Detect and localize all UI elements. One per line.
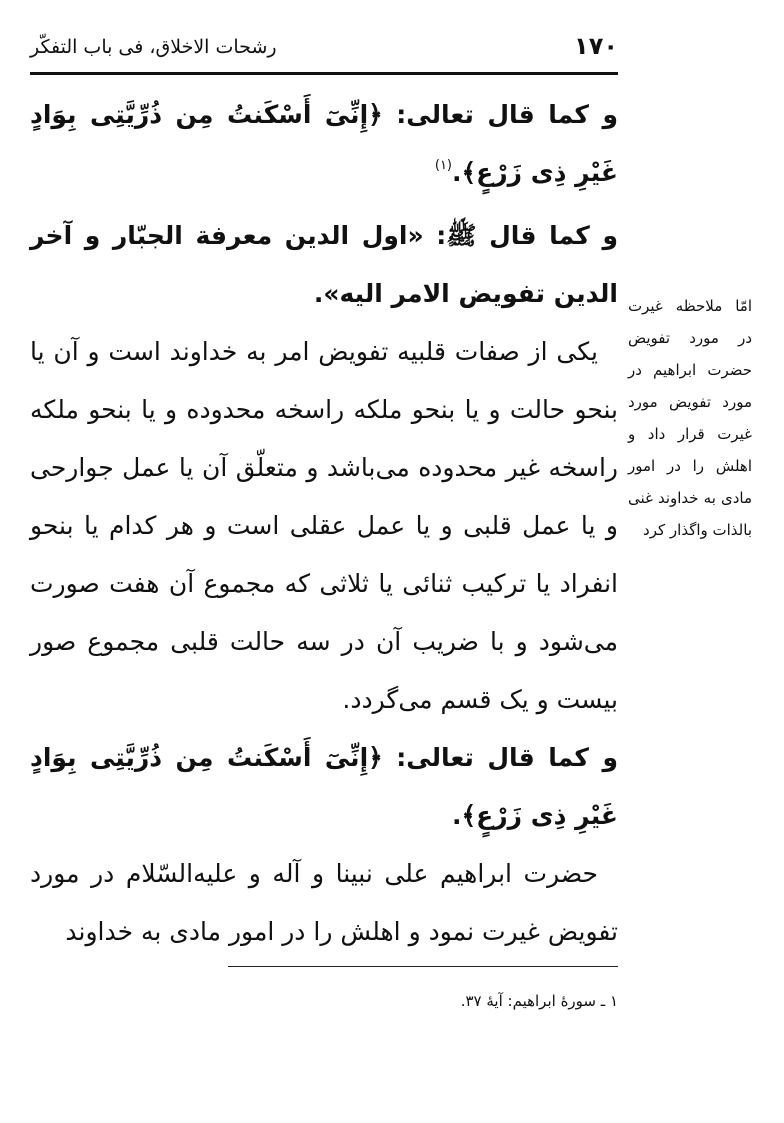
verse-text-2: و کما قال تعالی: ﴿إِنِّیٓ أَسْکَنتُ مِن ذُرِّیَّتِی بِوَادٍ غَیْرِ ذِی زَرْعٍ﴾. [30, 743, 618, 830]
hadith-paragraph [30, 207, 618, 323]
body-paragraph-2 [30, 845, 618, 961]
verse-paragraph-2 [30, 729, 618, 845]
verse-text-1: و کما قال تعالی: ﴿إِنِّیٓ أَسْکَنتُ مِن ذُرِّیَّتِی بِوَادٍ غَیْرِ ذِی زَرْعٍ﴾. [30, 100, 618, 187]
footnote-rule [228, 966, 618, 967]
header-rule [30, 72, 618, 75]
footnote-reference: (۱) [434, 158, 452, 173]
hadith-text: و کما قال ﷺ: «اول الدین معرفة الجبّار و آخر الدین تفویض الامر الیه». [30, 221, 618, 308]
page-number: ۱۷۰ [574, 32, 618, 60]
verse-paragraph-1 [30, 86, 618, 207]
margin-note: امّا ملاحظه غیرت در مورد تفویض حضرت ابراهیم در مورد تفویض مورد غیرت قرار داد و اهلش را در امور مادی به خداوند غنی بالذات واگذار کرد [628, 297, 752, 539]
footnote: ۱ ـ سورهٔ ابراهیم: آیهٔ ۳۷. [460, 992, 618, 1010]
page-header [30, 28, 618, 72]
body-text-2: حضرت ابراهیم علی نبینا و آله و علیه‌السّلام در مورد تفویض غیرت نمود و اهلش را در امور مادی به خداوند [30, 859, 618, 946]
running-title: رشحات الاخلاق، فی باب التفکّر [30, 36, 277, 58]
body-text-1: یکی از صفات قلبیه تفویض امر به خداوند است و آن یا بنحو حالت و یا بنحو ملکه راسخه محدوده و یا بنحو ملکه راسخه غیر محدوده می‌باشد و متعلّق آن یا عمل جوارحی و یا عمل قلبی و یا عمل عقلی است و هر کدام یا بنحو انفراد یا ترکیب ثنائی یا ثلاثی که مجموع آن هفت صورت می‌شود و با ضریب آن در سه حالت قلبی مجموع صور بیست و یک قسم می‌گردد. [30, 337, 618, 714]
main-text [30, 86, 618, 961]
body-paragraph-1 [30, 323, 618, 729]
